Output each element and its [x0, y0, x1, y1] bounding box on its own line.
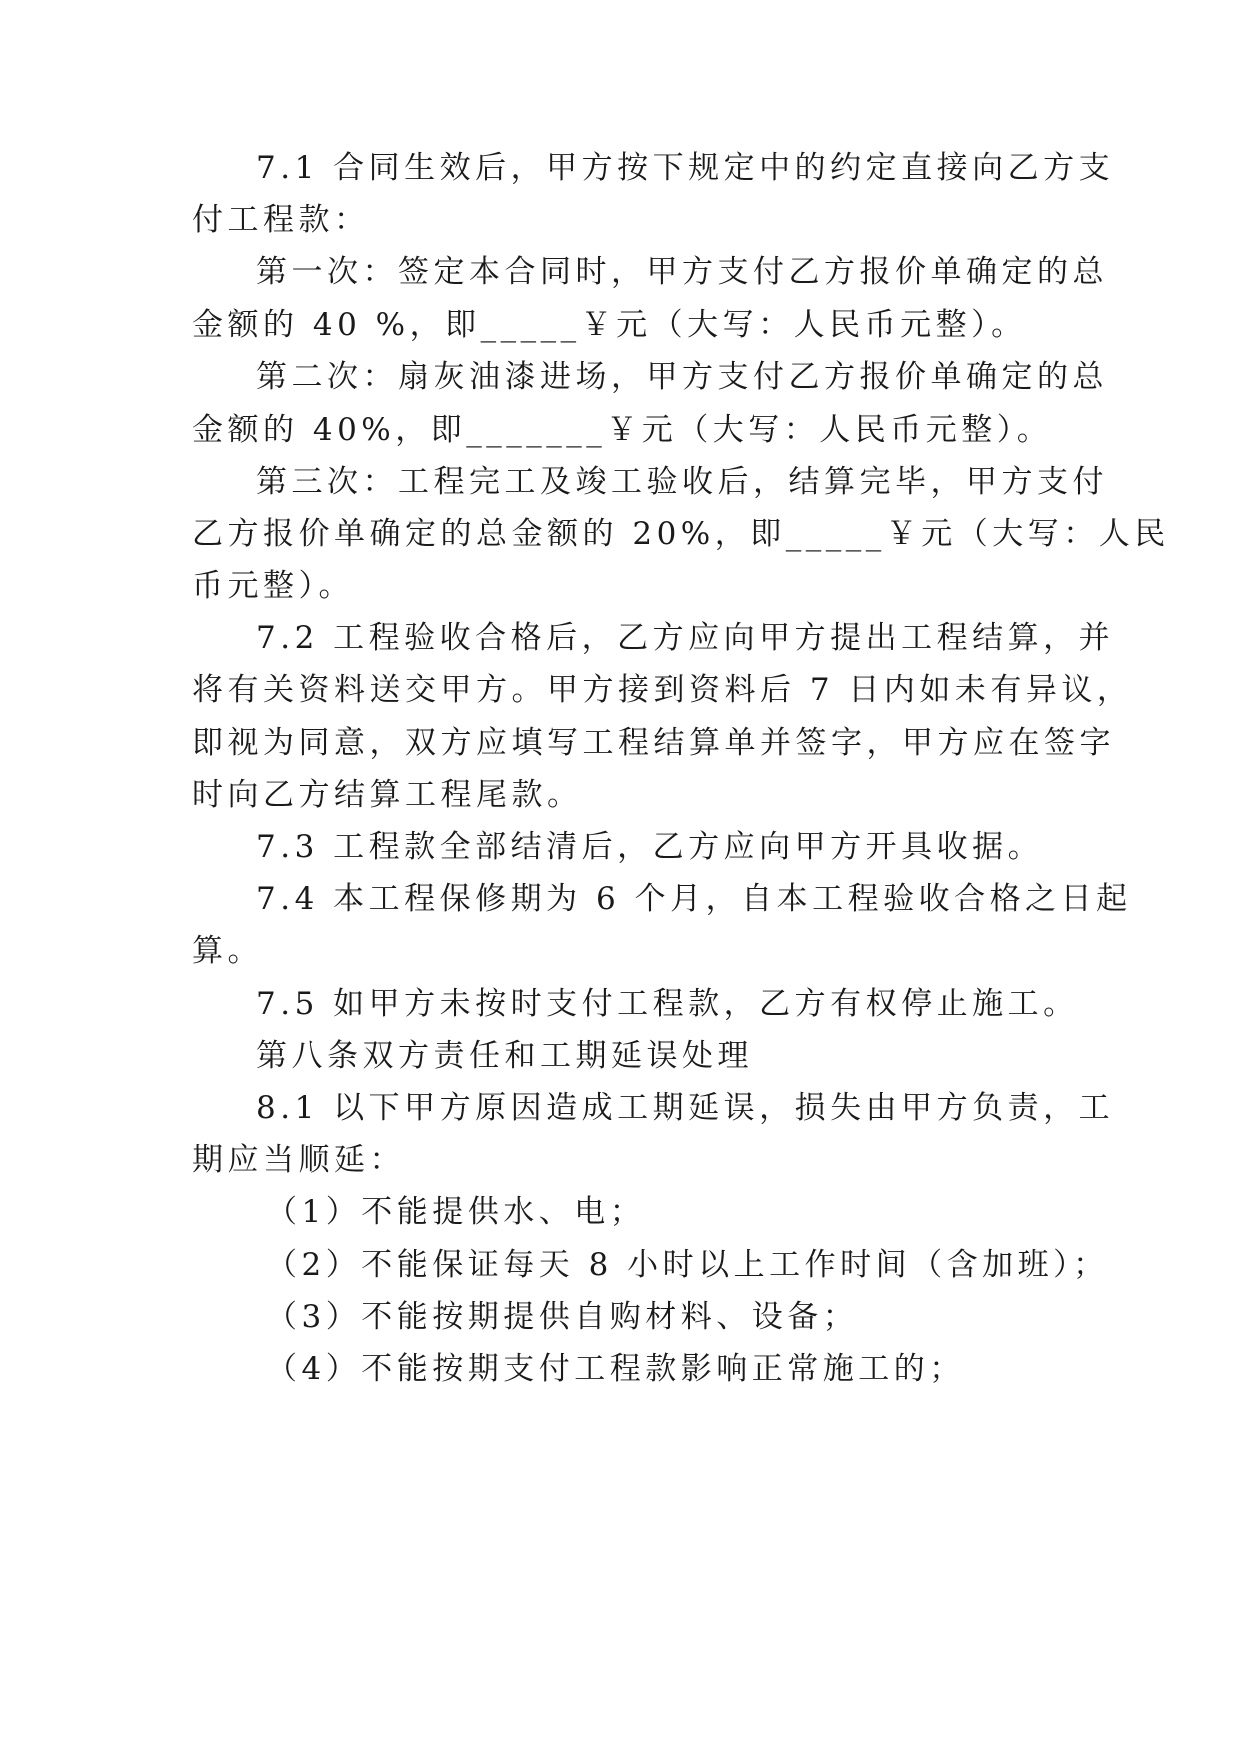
payment-first-line-1: 第一次：签定本合同时，甲方支付乙方报价单确定的总	[256, 254, 1108, 290]
clause-7-4-line-2: 算。	[192, 933, 263, 969]
payment-third-line-2: 乙方报价单确定的总金额的 20%，即_____￥元（大写：人民	[192, 516, 1170, 552]
payment-third-line-3: 币元整）。	[192, 568, 354, 604]
payment-second-line-2: 金额的 40%，即_______￥元（大写：人民币元整）。	[192, 412, 1053, 448]
clause-7-3-line-1: 7.3 工程款全部结清后，乙方应向甲方开具收据。	[256, 829, 1044, 865]
clause-8-1-line-1: 8.1 以下甲方原因造成工期延误，损失由甲方负责，工	[256, 1090, 1115, 1126]
article-8-heading: 第八条双方责任和工期延误处理	[256, 1038, 753, 1074]
payment-first-line-2: 金额的 40 %，即_____￥元（大写：人民币元整）。	[192, 307, 1027, 343]
clause-7-2-line-3: 即视为同意，双方应填写工程结算单并签字，甲方应在签字	[192, 725, 1115, 761]
list-item-1: （1）不能提供水、电；	[266, 1194, 646, 1230]
clause-7-2-line-1: 7.2 工程验收合格后，乙方应向甲方提出工程结算，并	[256, 620, 1115, 656]
payment-second-line-1: 第二次：扇灰油漆进场，甲方支付乙方报价单确定的总	[256, 359, 1108, 395]
clause-7-1-line-1: 7.1 合同生效后，甲方按下规定中的约定直接向乙方支	[256, 150, 1115, 186]
list-item-2: （2）不能保证每天 8 小时以上工作时间（含加班）；	[266, 1247, 1109, 1283]
clause-7-2-line-4: 时向乙方结算工程尾款。	[192, 777, 583, 813]
list-item-4: （4）不能按期支付工程款影响正常施工的；	[266, 1351, 965, 1387]
clause-7-5-line-1: 7.5 如甲方未按时支付工程款，乙方有权停止施工。	[256, 986, 1079, 1022]
clause-7-2-line-2: 将有关资料送交甲方。甲方接到资料后 7 日内如未有异议，	[192, 672, 1133, 708]
clause-8-1-line-2: 期应当顺延：	[192, 1142, 405, 1178]
list-item-3: （3）不能按期提供自购材料、设备；	[266, 1299, 859, 1335]
payment-third-line-1: 第三次：工程完工及竣工验收后，结算完毕，甲方支付	[256, 464, 1108, 500]
clause-7-4-line-1: 7.4 本工程保修期为 6 个月，自本工程验收合格之日起	[256, 881, 1132, 917]
clause-7-1-line-2: 付工程款：	[192, 202, 370, 238]
